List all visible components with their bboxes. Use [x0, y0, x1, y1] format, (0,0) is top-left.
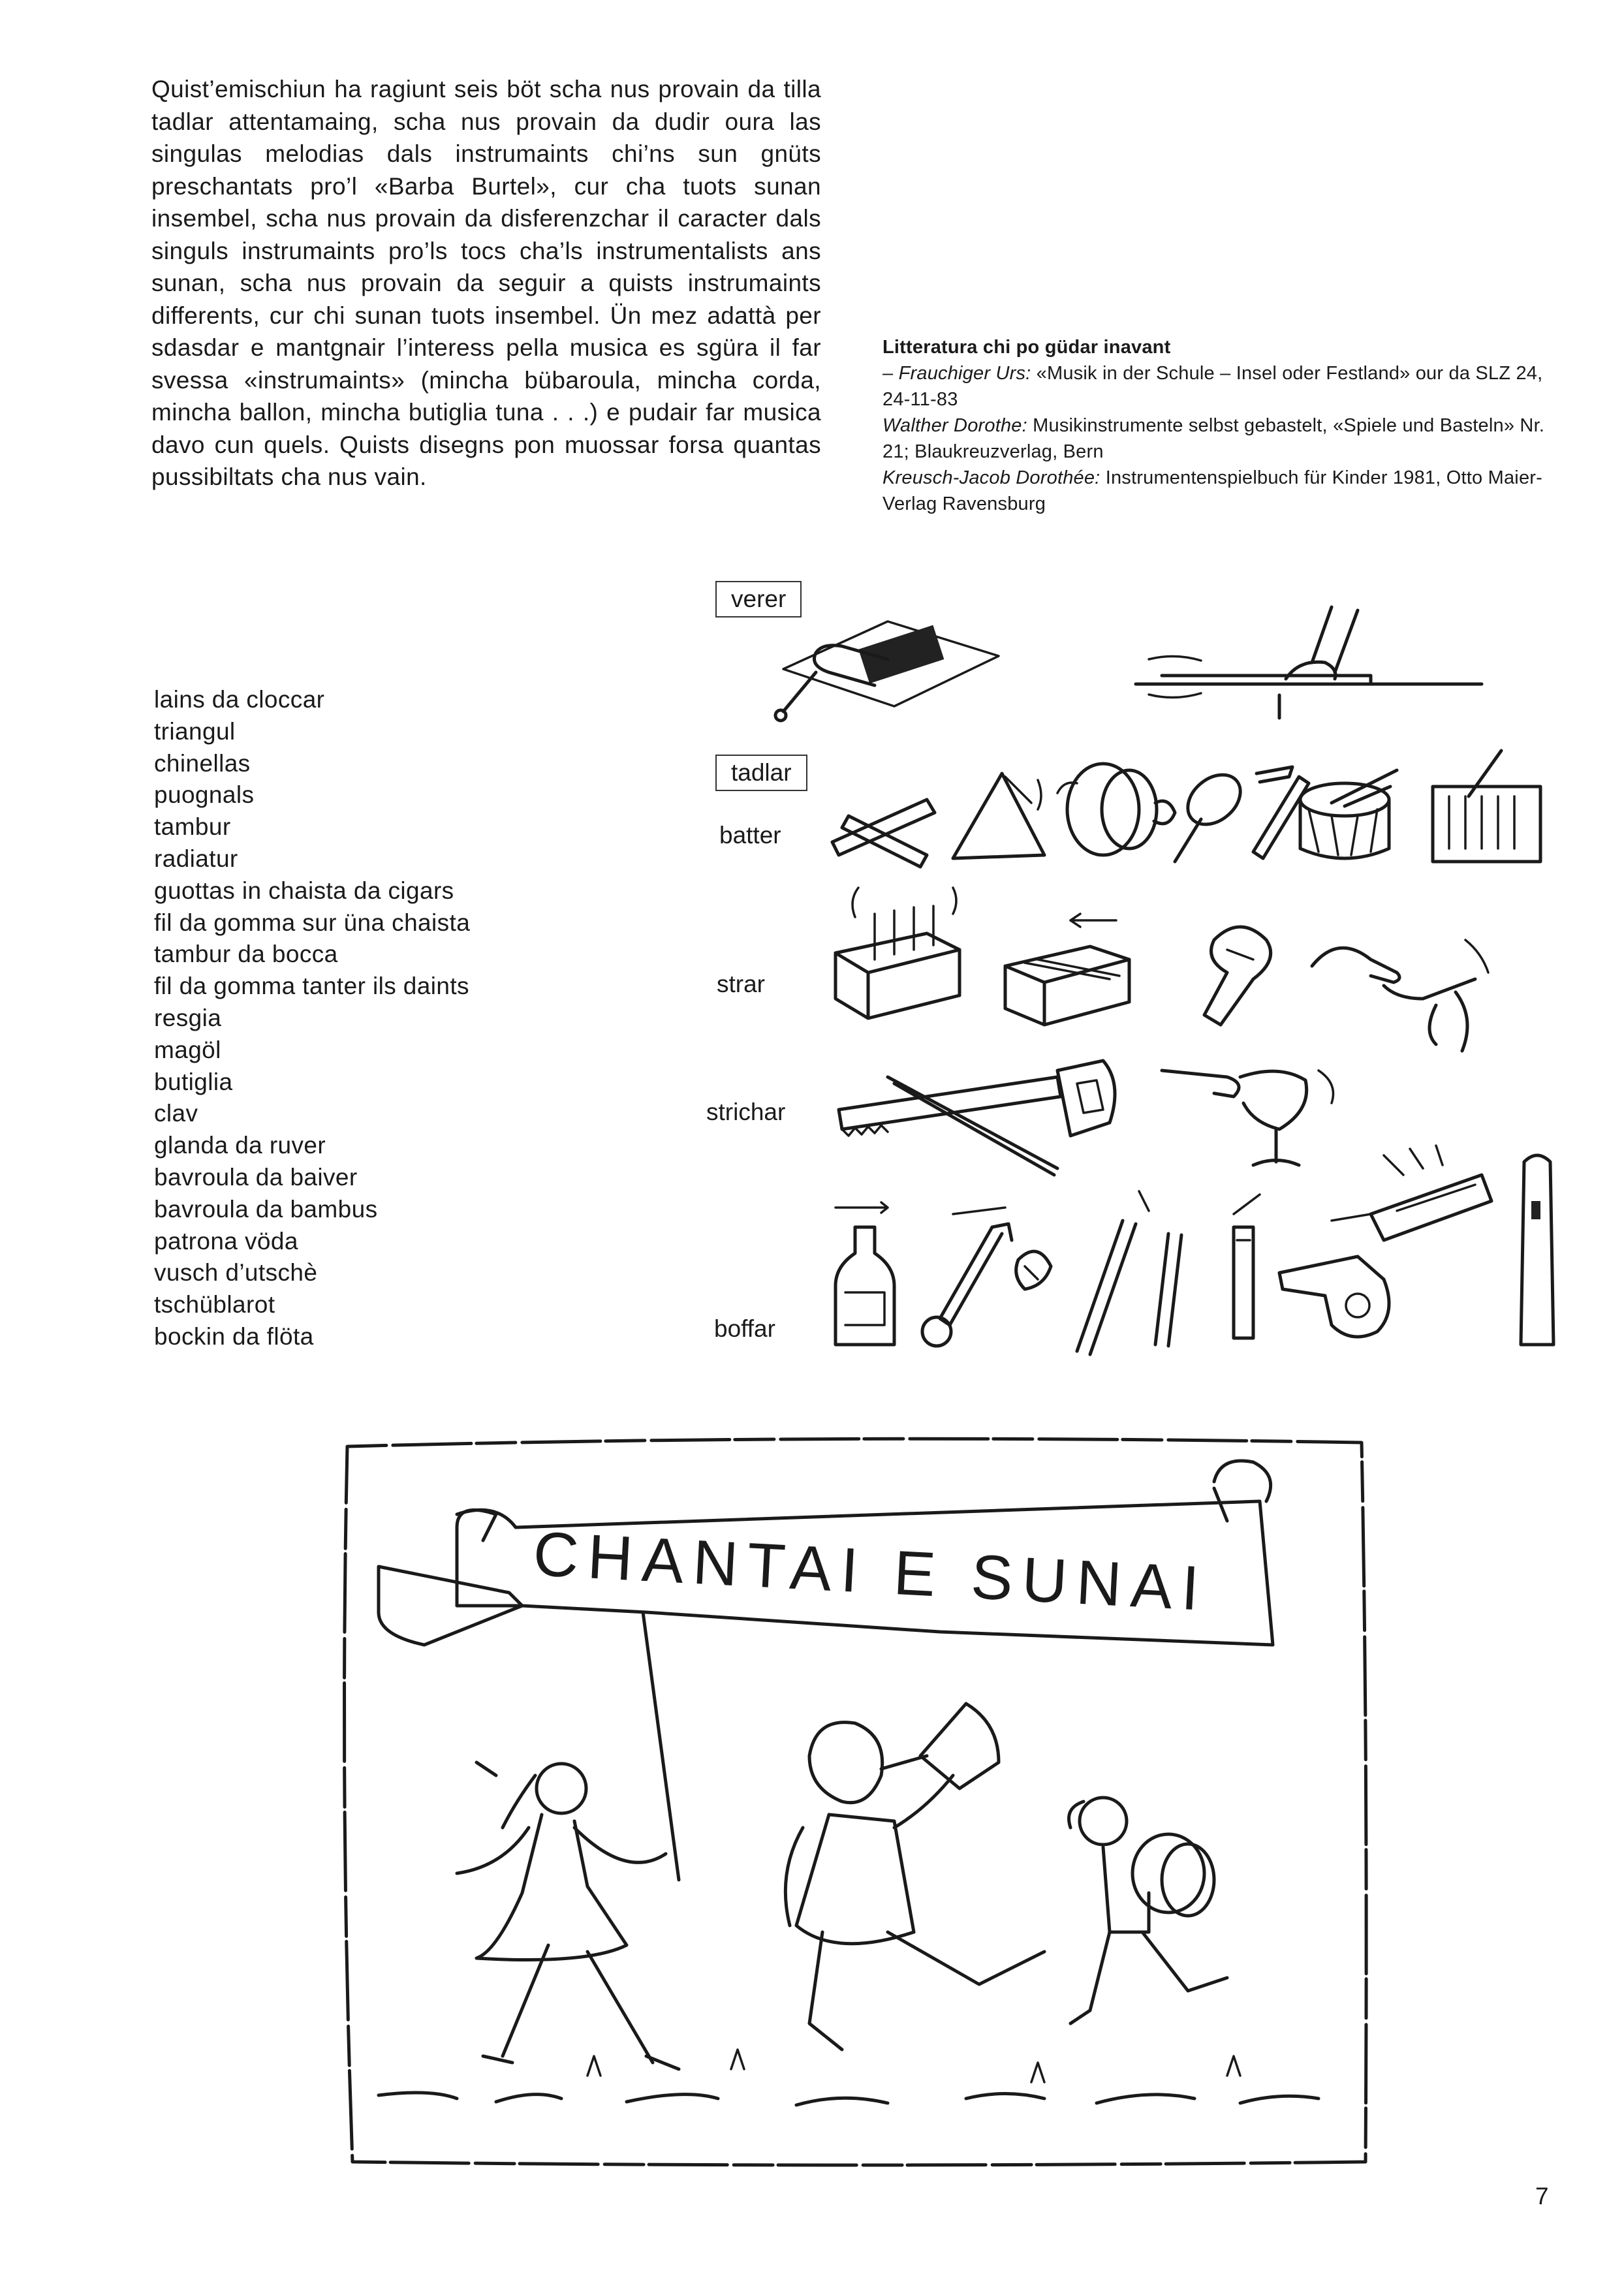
list-item: puognals: [154, 781, 255, 809]
child-with-drum: [1069, 1798, 1228, 2023]
list-item: resgia: [154, 1004, 222, 1031]
list-item: bavroula da bambus: [154, 1195, 378, 1223]
list-item: fil da gomma sur üna chaista: [154, 909, 471, 936]
list-item: bavroula da baiver: [154, 1163, 358, 1191]
list-item: butiglia: [154, 1068, 233, 1095]
list-item: guottas in chaista da cigars: [154, 877, 454, 904]
banner-text: CHANTAI E SUNAI: [531, 1518, 1210, 1625]
girl-with-flag: [457, 1612, 679, 2069]
list-item: bockin da flöta: [154, 1322, 314, 1350]
list-item: vusch d’utschè: [154, 1259, 318, 1287]
intro-paragraph: Quist’emischiun ha ragiunt seis böt scha nus provain da tilla tadlar attentamaing, scha nus provain da dudir oura las singulas melodias dals instrumaints chi’ns sun gnüts preschantats pro’l «Barba Burtel», cur cha tuots sunan insembel, scha nus provain da disferenzchar il caracter dals singuls instrumaints pro’ls tocs cha’ls instrumentalists ans sunan, scha nus provain da seguir a quists instrumaints differents, cur chi sunan tuots insembel. Ün mez adattà per sdasdar e mantgnair l’interess pella musica es sgüra il far svessa «instrumaints» (mincha bübaroula, mincha corda, mincha ballon, mincha butiglia tuna . . .) e pudair far musica davo cun quels. Quists disegns pon muossar forsa quantas pussibiltats cha nus vain.: [151, 76, 821, 490]
list-item: tambur: [154, 813, 231, 841]
label-boffar: boffar: [714, 1315, 775, 1342]
boy-with-megaphone: [785, 1704, 1044, 2050]
list-item: patrona vöda: [154, 1227, 298, 1255]
label-tadlar: tadlar: [715, 755, 807, 791]
label-strar: strar: [717, 971, 765, 997]
list-item: tambur da bocca: [154, 941, 338, 968]
label-verer: verer: [715, 581, 802, 617]
list-item: magöl: [154, 1036, 221, 1063]
literature-ref-2: Walther Dorothe: Musikinstrumente selbst gebastelt, «Spiele und Basteln» Nr. 21; Blaukreuzverlag, Bern: [882, 415, 1545, 462]
list-item: triangul: [154, 717, 236, 745]
list-item: fil da gomma tanter ils daints: [154, 973, 469, 1000]
label-batter: batter: [719, 822, 781, 849]
literature-ref-1: – Frauchiger Urs: «Musik in der Schule – Insel oder Festland» our da SLZ 24, 24-11-83: [882, 363, 1543, 410]
list-item: tschüblarot: [154, 1291, 275, 1319]
list-item: clav: [154, 1100, 198, 1127]
literature-title: Litteratura chi po güdar inavant: [882, 337, 1171, 358]
list-item: lains da cloccar: [154, 686, 325, 713]
list-item: glanda da ruver: [154, 1132, 326, 1159]
list-item: radiatur: [154, 845, 238, 872]
label-strichar: strichar: [706, 1099, 786, 1125]
literature-ref-3: Kreusch-Jacob Dorothée: Instrumentenspielbuch für Kinder 1981, Otto Maier-Verlag Ravensburg: [882, 467, 1542, 514]
page-number: 7: [1535, 2183, 1549, 2209]
list-item: chinellas: [154, 749, 251, 777]
